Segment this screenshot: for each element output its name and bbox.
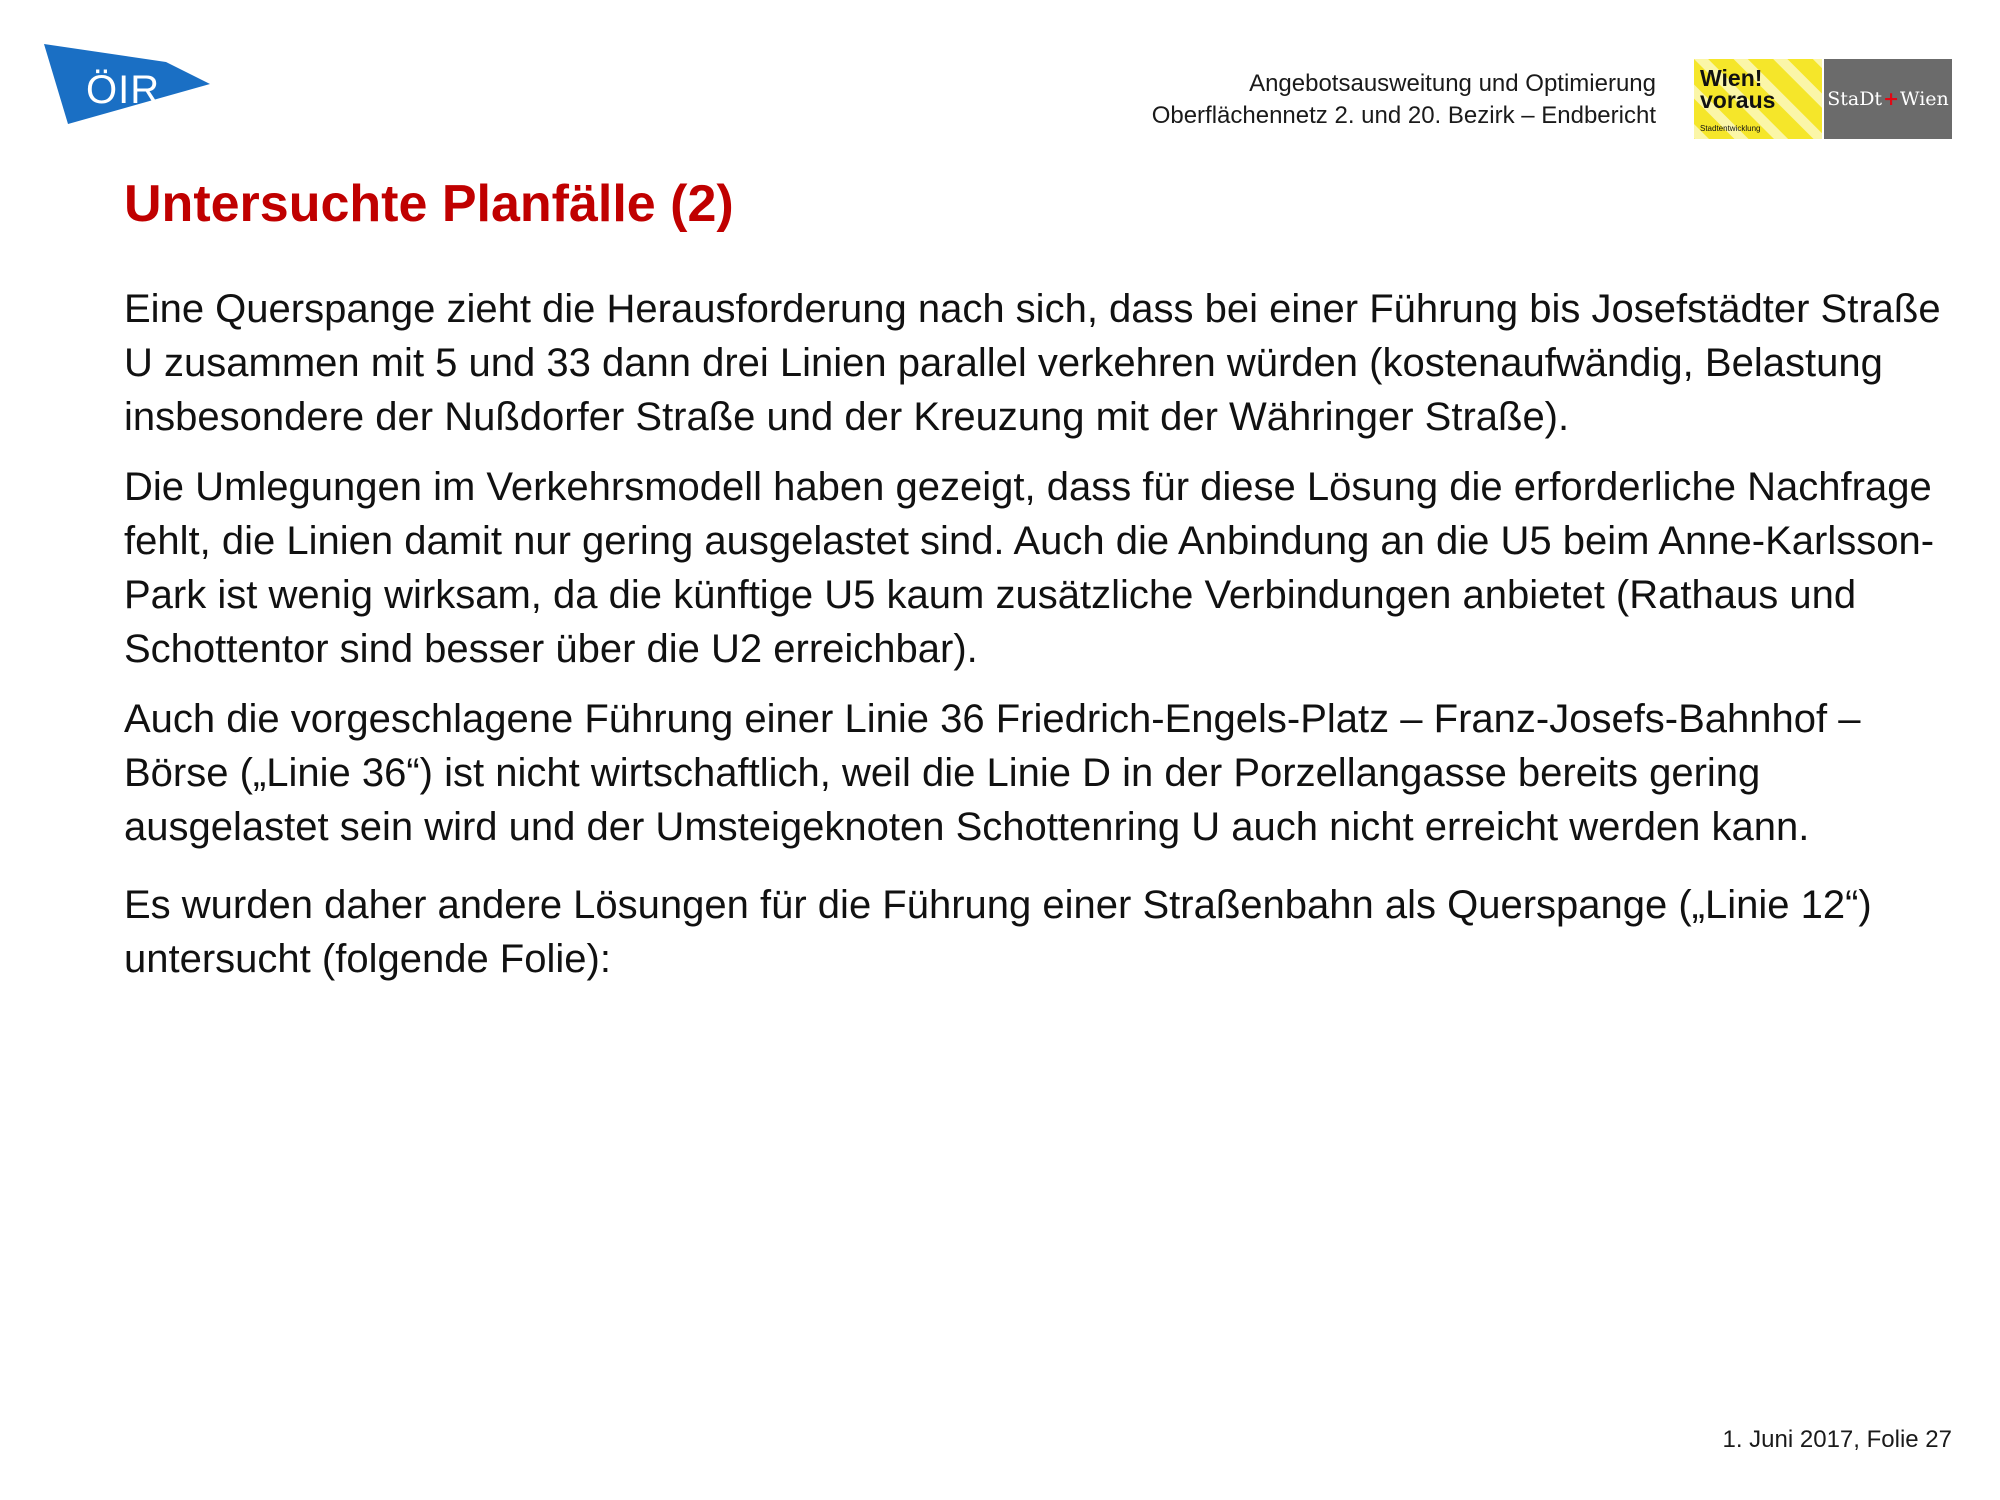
wien-voraus-logo [1694, 59, 1822, 139]
stadt-wien-logo [1824, 59, 1952, 139]
wien-logo-sub: Stadtentwicklung [1700, 124, 1761, 133]
body-text [124, 282, 1954, 986]
header-title [1152, 68, 1656, 132]
stadt-logo-part-1: StaDt [1827, 88, 1883, 110]
footer-date-slide: 1. Juni 2017, Folie 27 [1722, 1426, 1952, 1453]
paragraph-1: Eine Querspange zieht die Herausforderung nach sich, dass bei einer Führung bis Josefstädter Straße U zusammen mit 5 und 33 dann drei Linien parallel verkehren würden (kostenaufwändig, Belastung insbesondere der Nußdorfer Straße und der Kreuzung mit der Währinger Straße). [124, 287, 1941, 439]
oir-logo [44, 40, 210, 124]
oir-logo-text: ÖIR [86, 68, 161, 112]
page-title: Untersuchte Planfälle (2) [124, 175, 734, 233]
stadt-logo-cross-icon: + [1883, 88, 1899, 110]
paragraph-4: Es wurden daher andere Lösungen für die Führung einer Straßenbahn als Querspange („Linie 12“) untersucht (folgende Folie): [124, 883, 1872, 981]
paragraph-3: Auch die vorgeschlagene Führung einer Linie 36 Friedrich-Engels-Platz – Franz-Josefs-Bahnhof – Börse („Linie 36“) ist nicht wirtschaftlich, weil die Linie D in der Porzellangasse bereits gering ausgelastet sein wird und der Umsteigeknoten Schottenring U auch nicht erreicht werden kann. [124, 697, 1861, 849]
stadt-logo-part-2: Wien [1900, 88, 1949, 110]
header-line-1: Angebotsausweitung und Optimierung [1249, 70, 1656, 97]
header-line-2: Oberflächennetz 2. und 20. Bezirk – Endbericht [1151, 102, 1656, 129]
wien-logo-line-1: Wien! [1700, 65, 1763, 91]
paragraph-2: Die Umlegungen im Verkehrsmodell haben gezeigt, dass für diese Lösung die erforderliche Nachfrage fehlt, die Linien damit nur gering ausgelastet sind. Auch die Anbindung an die U5 beim Anne-Karlsson-Park ist wenig wirksam, da die künftige U5 kaum zusätzliche Verbindungen anbietet (Rathaus und Schottentor sind besser über die U2 erreichbar). [124, 465, 1935, 671]
wien-logo-line-2: voraus [1700, 87, 1776, 113]
